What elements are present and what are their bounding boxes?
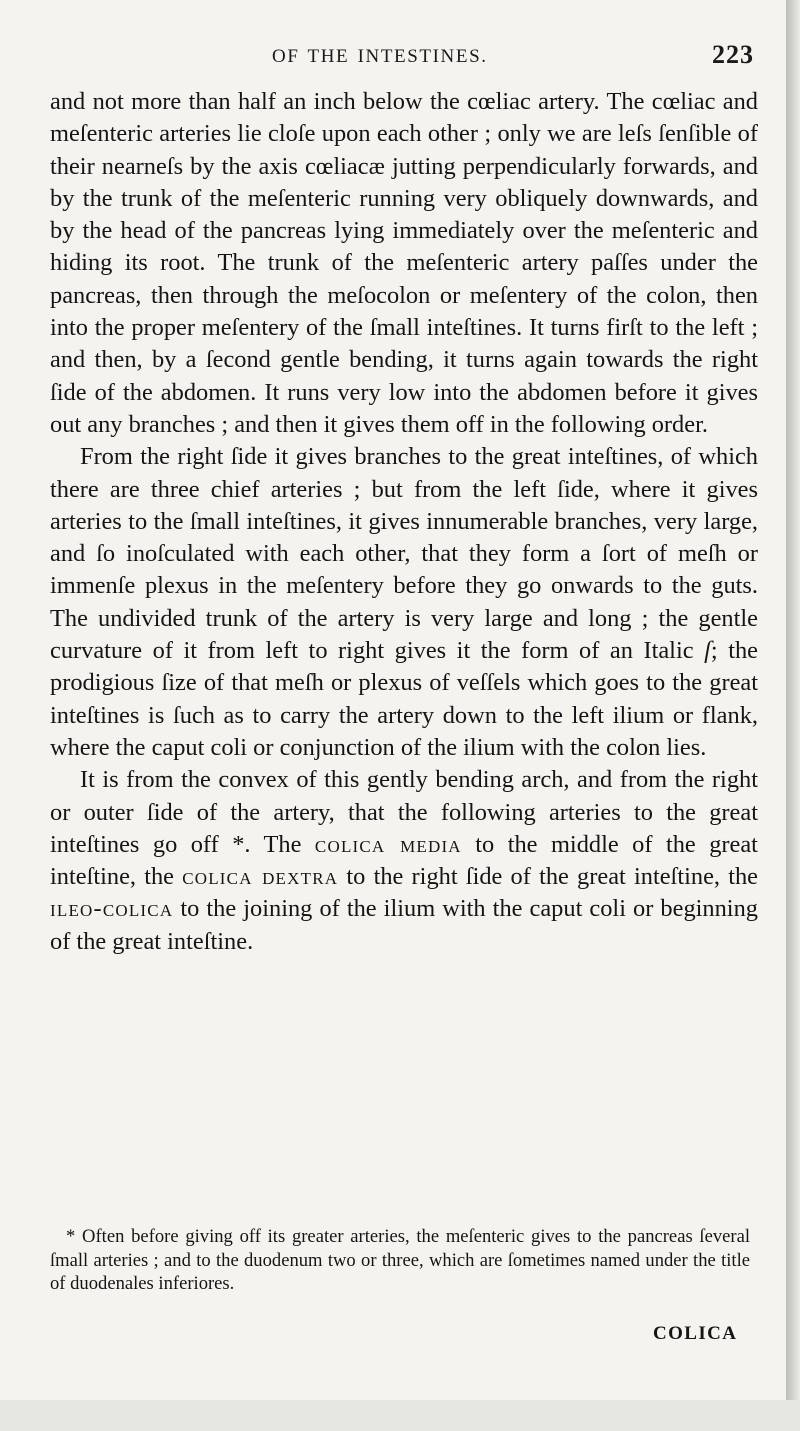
term-colica-dextra: colica dextra <box>182 863 339 891</box>
paragraph-3-text-c: to the right ſide of the great inteſtine, the <box>346 863 758 891</box>
term-colica-media: colica media <box>314 830 462 858</box>
footnote-text: * Often before giving off its greater arteries, the meſenteric gives to the pancreas ſeveral ſmall arteries ; and to the duodenum two or three, which are ſometimes named under the title of duodenales inferiores. <box>50 1226 750 1295</box>
running-head <box>0 40 786 74</box>
page-edge-bottom <box>0 1400 800 1431</box>
paragraph-1 <box>50 86 758 441</box>
paragraph-3-text-a: It is from the convex of this gently bending arch, and from the right or outer ſide of the artery, that the following arteries to the great inteſtines go off *. The <box>50 766 758 858</box>
paragraph-3-text-b: to the middle of the great inteſtine, the <box>50 830 758 891</box>
term-ileo-colica: ileo-colica <box>50 895 174 923</box>
paragraph-3-text-d: to the joining of the ilium with the caput coli or beginning of the great inteſtine. <box>50 895 758 955</box>
page-number: 223 <box>712 40 754 69</box>
paragraph-1-text: and not more than half an inch below the cœliac artery. The cœliac and meſenteric arteries lie cloſe upon each other ; only we are leſs ſenſible of their nearneſs by the axis cœliacæ jutting perpendicularly forwards, and by the trunk of the meſenteric running very obliquely downwards, and by the head of the pancreas lying immediately over the meſenteric and hiding its root. The trunk of the meſenteric artery paſſes under the pancreas, then through the meſocolon or meſentery of the colon, then into the proper meſentery of the ſmall inteſtines. It turns firſt to the left ; and then, by a ſecond gentle bending, it turns again towards the right ſide of the abdomen. It runs very low into the abdomen before it gives out any branches ; and then it gives them off in the following order. <box>50 88 758 438</box>
paragraph-3 <box>50 764 758 958</box>
paragraph-2-text-b: ; the prodigious ſize of that meſh or plexus of veſſels which goes to the great inteſtines is ſuch as to carry the artery down to the left ilium or flank, where the caput coli or conjunction of the ilium with the colon lies. <box>50 637 758 761</box>
paragraph-2-text-a: From the right ſide it gives branches to the great inteſtines, of which there are three chief arteries ; but from the left ſide, where it gives arteries to the ſmall inteſtines, it gives innumerable branches, very large, and ſo inoſculated with each other, that they form a ſort of meſh or immenſe plexus in the meſentery before they go onwards to the guts. The undivided trunk of the artery is very large and long ; the gentle curvature of it from left to right gives it the form of an Italic <box>50 443 758 665</box>
catchword: COLICA <box>653 1323 738 1344</box>
body-text <box>50 86 758 958</box>
italic-s-glyph: ſ <box>704 637 711 665</box>
running-title: OF THE INTESTINES. <box>272 46 488 67</box>
paragraph-2 <box>50 441 758 764</box>
footnote <box>50 1225 750 1296</box>
page-edge-right <box>786 0 800 1431</box>
